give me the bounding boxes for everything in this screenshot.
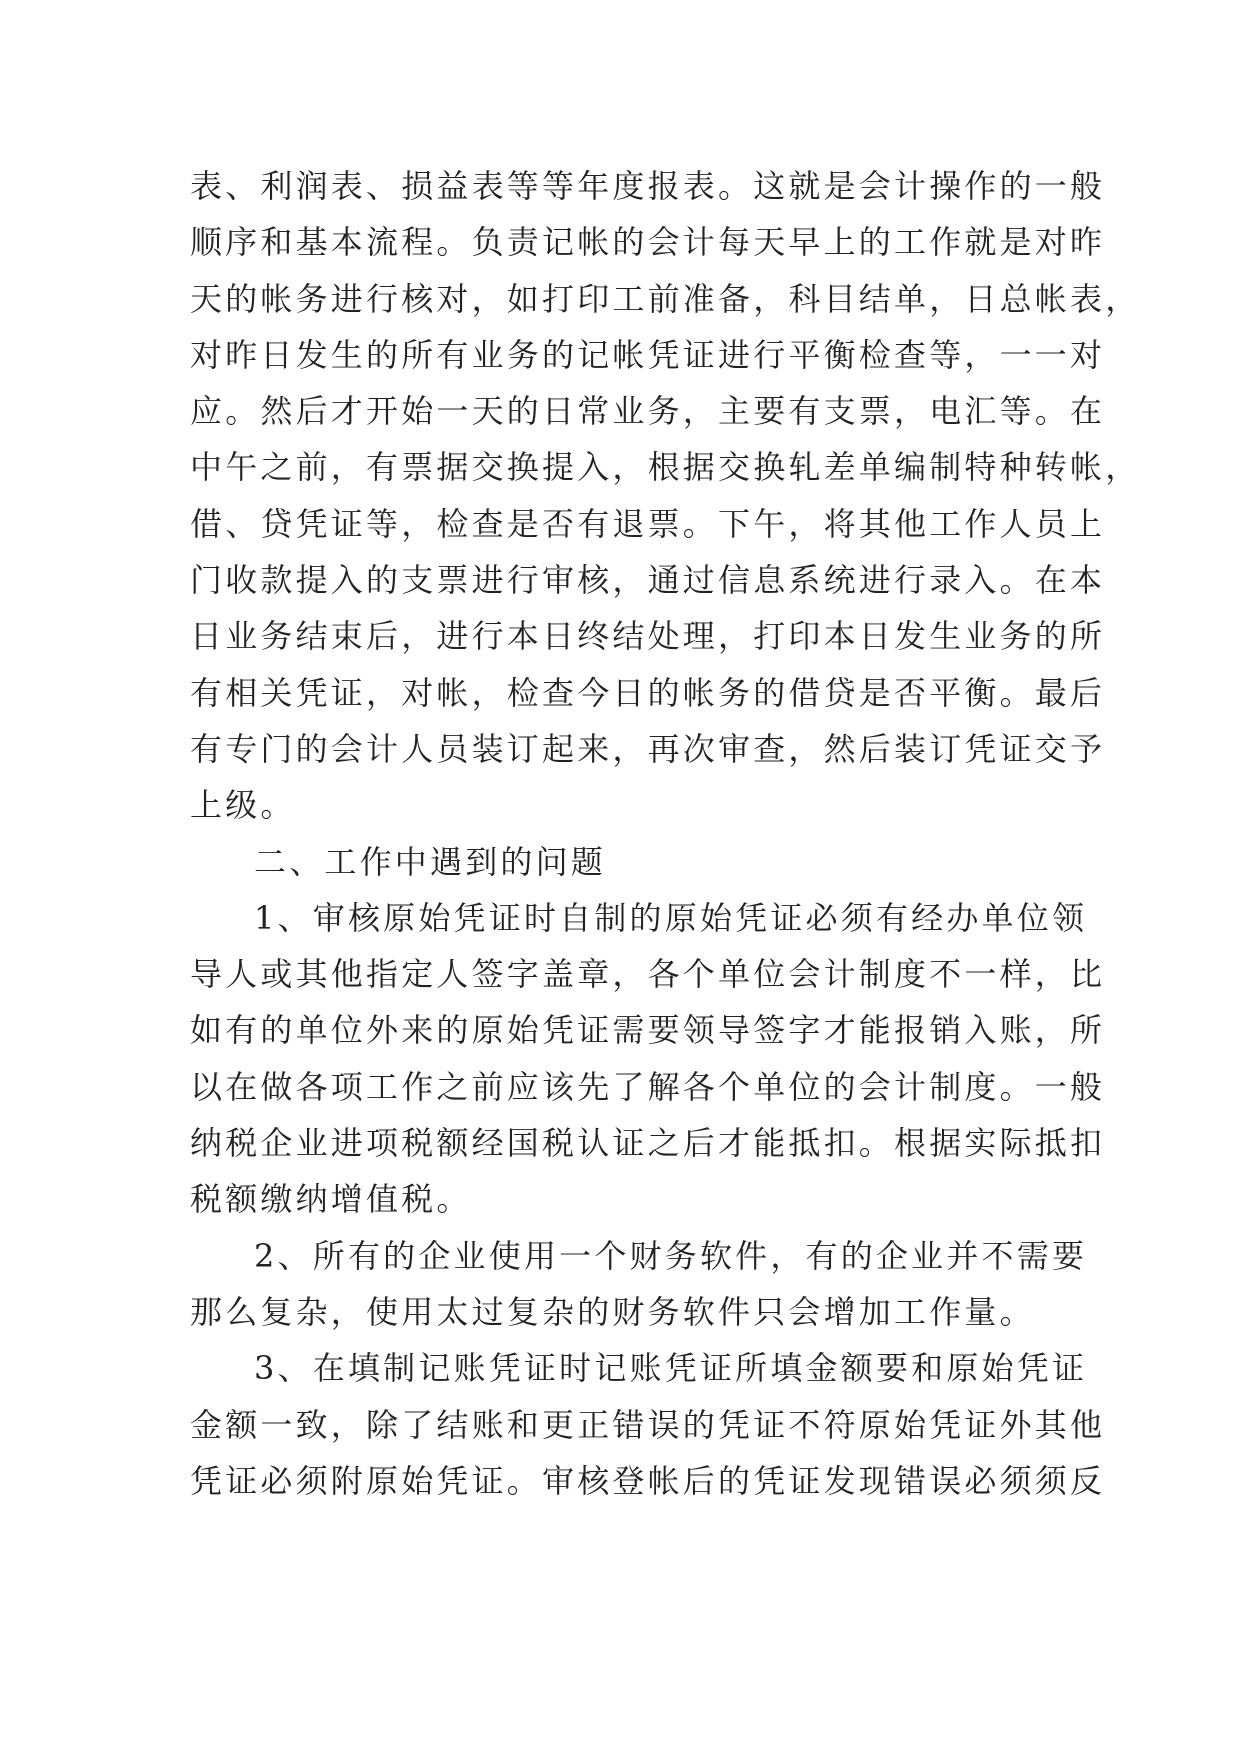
text-line: 纳税企业进项税额经国税认证之后才能抵扣。根据实际抵扣 [190, 1124, 1106, 1163]
text-line: 金额一致，除了结账和更正错误的凭证不符原始凭证外其他 [190, 1405, 1106, 1444]
text-line: 日业务结束后，进行本日终结处理，打印本日发生业务的所 [190, 617, 1106, 656]
text-line: 门收款提入的支票进行审核，通过信息系统进行录入。在本 [190, 561, 1106, 600]
text-line: 应。然后才开始一天的日常业务，主要有支票，电汇等。在 [190, 392, 1106, 431]
text-line: 中午之前，有票据交换提入，根据交换轧差单编制特种转帐， [190, 448, 1141, 487]
paragraph-start-line: 2、所有的企业使用一个财务软件，有的企业并不需要 [254, 1236, 1088, 1275]
text-line: 那么复杂，使用太过复杂的财务软件只会增加工作量。 [190, 1292, 1035, 1331]
document-body [190, 158, 1141, 1509]
text-line: 借、贷凭证等，检查是否有退票。下午，将其他工作人员上 [190, 504, 1106, 543]
text-line: 如有的单位外来的原始凭证需要领导签字才能报销入账，所 [190, 1011, 1106, 1050]
text-line: 顺序和基本流程。负责记帐的会计每天早上的工作就是对昨 [190, 223, 1106, 262]
text-line: 凭证必须附原始凭证。审核登帐后的凭证发现错误必须须反 [190, 1461, 1106, 1500]
text-line: 有专门的会计人员装订起来，再次审查，然后装订凭证交予 [190, 729, 1106, 768]
paragraph-start-line: 1、审核原始凭证时自制的原始凭证必须有经办单位领 [254, 898, 1088, 937]
paragraph-start-line: 二、工作中遇到的问题 [254, 842, 607, 881]
text-line: 表、利润表、损益表等等年度报表。这就是会计操作的一般 [190, 167, 1106, 205]
paragraph-start-line: 3、在填制记账凭证时记账凭证所填金额要和原始凭证 [254, 1349, 1088, 1388]
text-line: 上级。 [190, 786, 296, 825]
text-line: 对昨日发生的所有业务的记帐凭证进行平衡检查等，一一对 [190, 335, 1106, 374]
text-line: 税额缴纳增值税。 [190, 1180, 472, 1219]
text-line: 天的帐务进行核对，如打印工前准备，科目结单，日总帐表， [190, 279, 1141, 318]
text-line: 导人或其他指定人签字盖章，各个单位会计制度不一样，比 [190, 955, 1106, 994]
text-line: 有相关凭证，对帐，检查今日的帐务的借贷是否平衡。最后 [190, 673, 1106, 712]
text-line: 以在做各项工作之前应该先了解各个单位的会计制度。一般 [190, 1067, 1106, 1106]
